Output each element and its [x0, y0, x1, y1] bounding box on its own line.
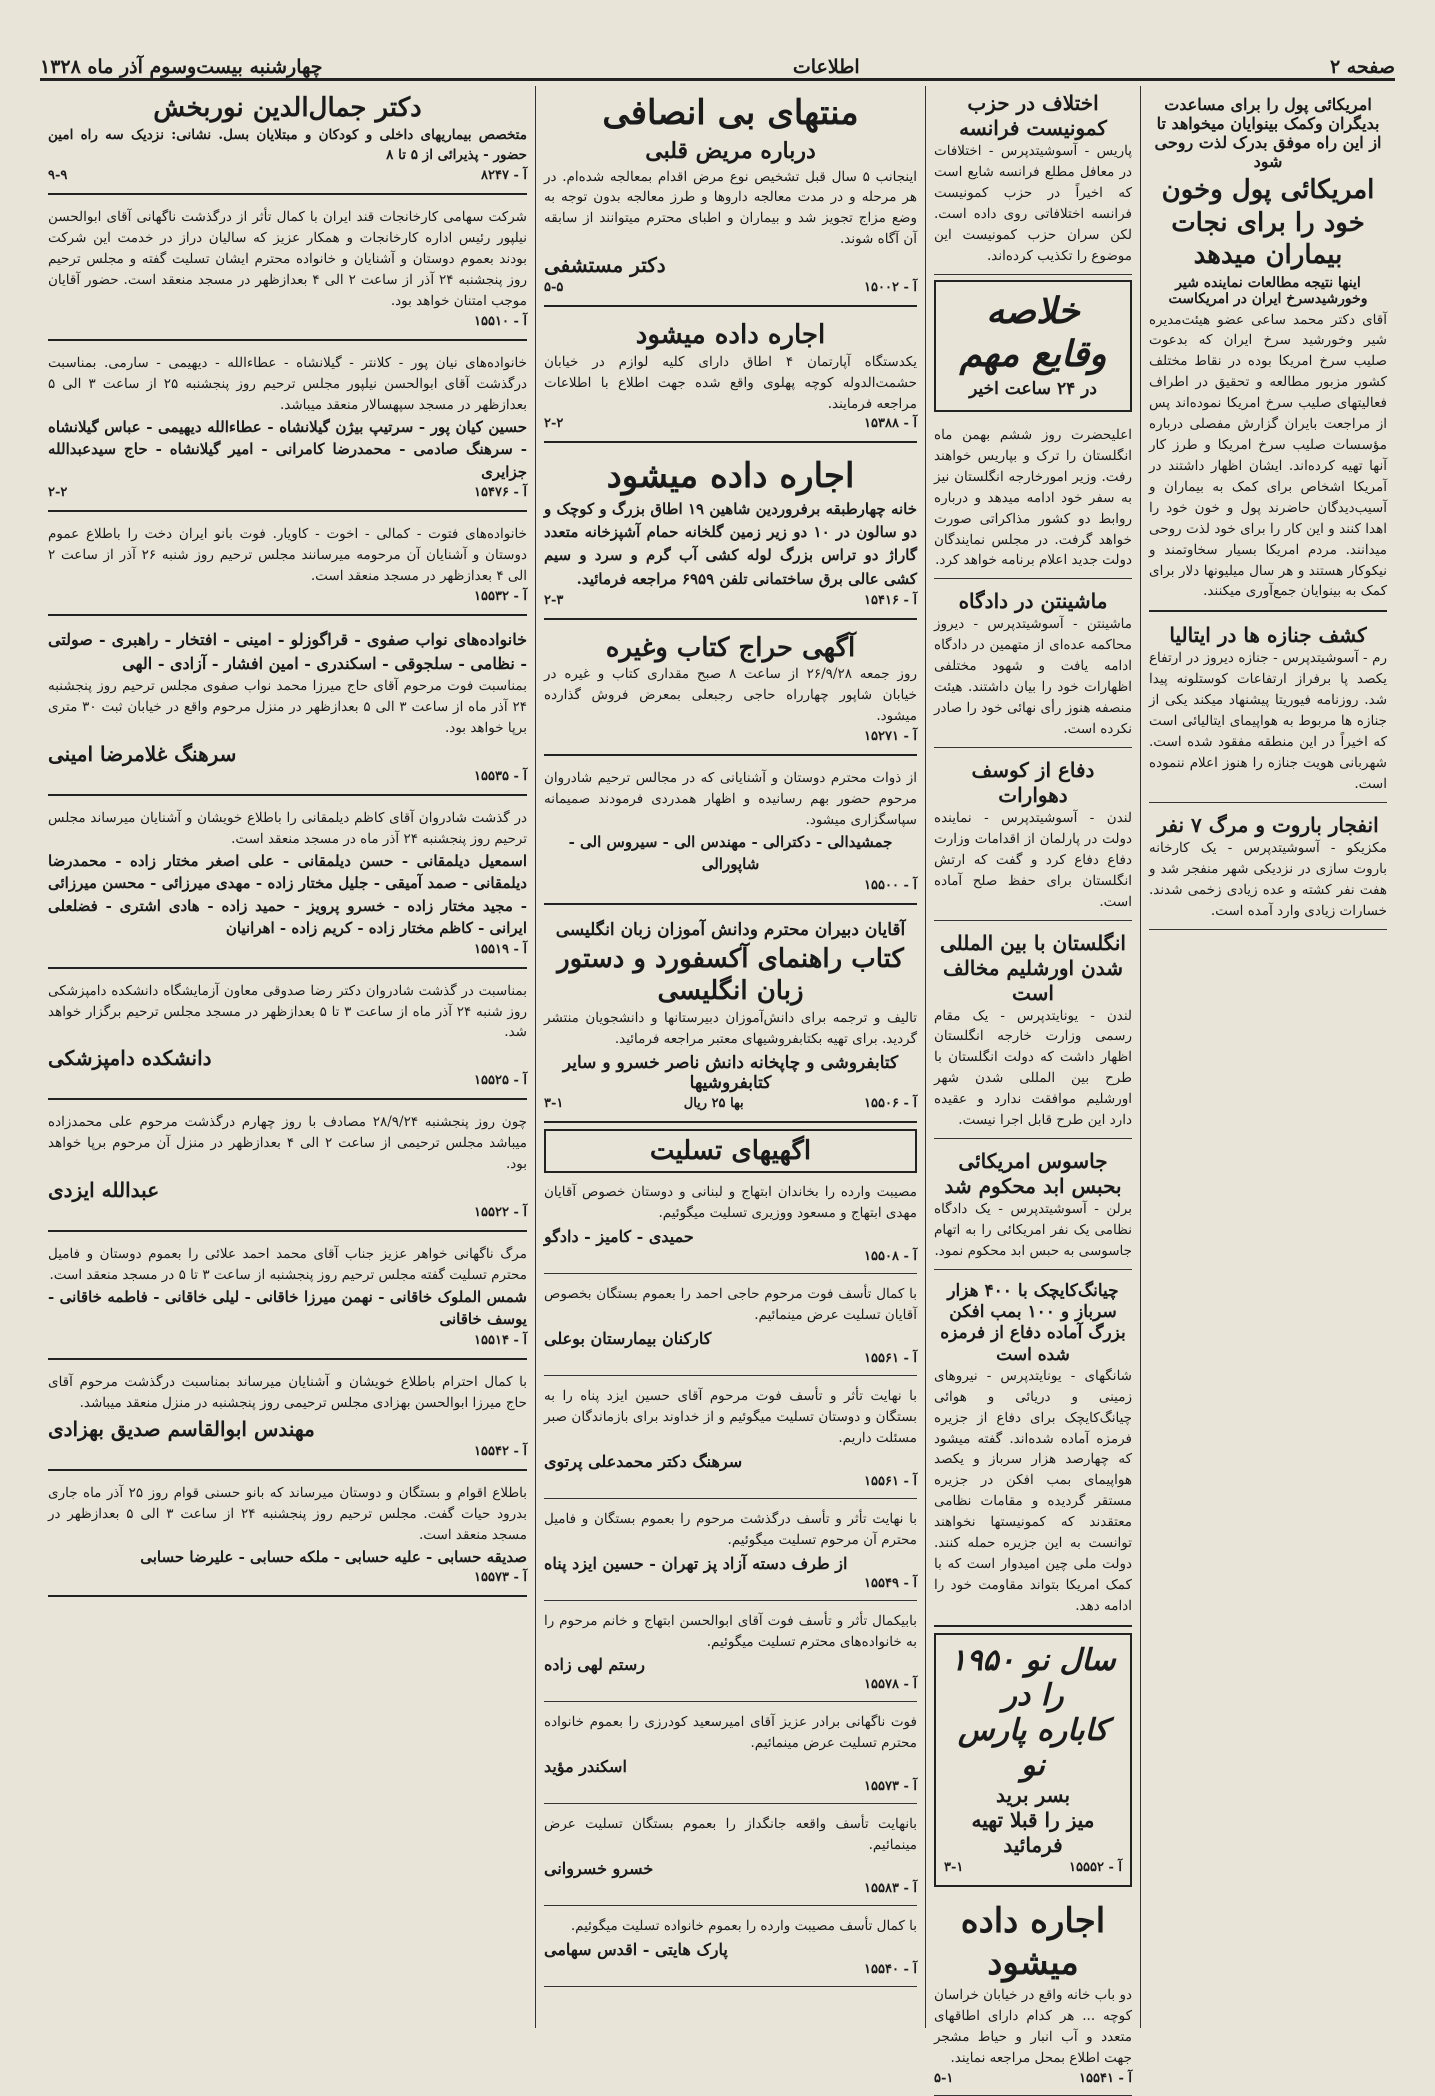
- column-2: [925, 86, 1140, 2086]
- notice-2-run: ۲-۲: [48, 485, 68, 501]
- notice-6-code: آ - ۱۵۵۲۵: [474, 1073, 527, 1089]
- notice-3-body: خانواده‌های فتوت - کمالی - اخوت - کاویار. فوت بانو ایران دخت را باطلاع عموم دوستان و آشنایان آن مرحومه میرسانند مجلس ترحیم روز شنبه ۲۶ آذر از ساعت ۲ الی ۴ بعدازظهر در مسجد منعقد است.: [48, 526, 528, 585]
- notice-5-body: در گذشت شادروان آقای کاظم دیلمقانی را باطلاع خویشان و آشنایان میرساند مجلس ترحیم روز پنجشنبه ۲۴ آذر ماه در مسجد منعقد است.: [48, 809, 527, 847]
- notice-8-code-row: [48, 1333, 527, 1348]
- notice-9-code: آ - ۱۵۵۴۲: [474, 1443, 527, 1459]
- condolence-text: با نهایت تأثر و تأسف درگذشت مرحوم را بعموم بستگان و فامیل محترم آن مرحوم تسلیت میگوئیم.: [544, 1510, 917, 1548]
- notice-7-signature: عبدالله ایزدی: [48, 1178, 160, 1203]
- newspaper-name: اطلاعات: [792, 56, 860, 78]
- summary-body: اعلیحضرت روز ششم بهمن ماه انگلستان را ترک و بپاریس خواهند رفت. وزیر امورخارجه انگلستان نیز به سفر خود ادامه میدهد و درباره روابط دو کشور مذاکراتی صورت خواهد گرفت. در مجلس نمایندگان دولت جدید اعلام برنامه خواهد کرد.: [934, 420, 1132, 579]
- condolence-text: بابیکمال تأثر و تأسف فوت آقای ابوالحسن ابتهاج و خانم مرحوم را به خانواده‌های محترم تسلیت میگوئیم.: [544, 1612, 917, 1650]
- notice-6-code-row: [48, 1073, 527, 1088]
- england-title: انگلستان با بین المللی شدن اورشلیم مخالف است: [940, 930, 1126, 1005]
- unfair-subtitle: درباره مریض قلبی: [645, 137, 816, 164]
- notice-1-code: آ - ۱۵۵۱۰: [474, 313, 527, 329]
- notice-4-signature: سرهنگ غلامرضا امینی: [48, 741, 237, 766]
- book-publisher: کتابفروشی و چاپخانه دانش ناصر خسرو و سایر کتابفروشیها: [562, 1052, 899, 1093]
- summary-subtitle: در ۲۴ ساعت اخیر: [969, 378, 1097, 399]
- notice-7-body: چون روز پنجشنبه ۲۸/۹/۲۴ مصادف با روز چهارم درگذشت مرحوم علی محمدزاده میباشد مجلس ترحیمی از ساعت ۲ الی ۴ بعدازظهر در منزل آن مرحوم برپا خواهد بود.: [48, 1114, 528, 1173]
- thanks-code: آ - ۱۵۵۰۰: [864, 877, 917, 893]
- chiang-body: شانگهای - یونایتدپرس - نیروهای زمینی و دریائی و هوائی چیانگ‌کایچک برای دفاع از جزیره فرمزه آماده شده‌اند. گفته میشود که چهارصد هزار سرباز و یکصد هواپیمای بمب افکن در جزیره مستقر گردیده و مقامات نظامی معتقدند که کمونیستها نخواهند توانست به این جزیره حمله کنند. دولت ملی چین امیدوار است که با کمک امریکا بتواند مقاومت خود را ادامه دهد.: [934, 1367, 1132, 1614]
- spy-title: جاسوس امریکائی بحبس ابد محکوم شد: [944, 1149, 1122, 1199]
- condolence-title: اگهیهای تسلیت: [649, 1135, 812, 1166]
- rent1-code-row: [544, 416, 917, 431]
- rent-ad-bottom: [934, 1895, 1132, 2096]
- thanks-code-row: [544, 878, 917, 893]
- cabaret-run: ۳-۱: [944, 1859, 964, 1875]
- chiang-article: [934, 1275, 1132, 1627]
- condolence-code: آ - ۱۵۵۷۳: [864, 1779, 917, 1795]
- condolence-code: آ - ۱۵۵۴۹: [864, 1575, 917, 1591]
- book-code: آ - ۱۵۵۰۶: [864, 1095, 917, 1111]
- condolence-text: فوت ناگهانی برادر عزیز آقای امیرسعید کودرزی را بعموم خانواده محترم تسلیت عرض مینمائیم.: [544, 1714, 917, 1752]
- thanks-signature: جمشیدالی - دکترالی - مهندس الی - سیروس الی - شاپورالی: [568, 832, 893, 874]
- auction-code: آ - ۱۵۲۷۱: [864, 729, 917, 745]
- notice-2-code-row: [48, 485, 527, 500]
- rent1-run: ۲-۲: [544, 416, 564, 432]
- condolence-code: آ - ۱۵۵۰۸: [864, 1249, 917, 1265]
- condolence-code-row: [544, 1249, 917, 1264]
- notice-10: [48, 1477, 527, 1597]
- condolence-item: [544, 1177, 917, 1274]
- book-run: ۳-۱: [544, 1095, 564, 1111]
- rent-bottom-body: دو باب خانه واقع در خیابان خراسان کوچه ... هر کدام دارای اطاقهای متعدد و آب انبار و حیاط مشجر جهت اطلاع بمحل مراجعه نمایند.: [934, 1986, 1132, 2066]
- notice-4-names: خانواده‌های نواب صفوی - قراگوزلو - امینی - افتخار - راهبری - صولتی - نظامی - سلجوقی - اسکندری - امین افشار - آزادی - الهی: [48, 629, 527, 673]
- unfair-title: منتهای بی انصافی: [602, 93, 859, 133]
- thanks-notice: [544, 762, 917, 905]
- cabaret-line-3: بسر برید: [995, 1782, 1071, 1807]
- condolence-code-row: [544, 1677, 917, 1692]
- notice-4-code: آ - ۱۵۵۳۵: [474, 768, 527, 784]
- condolence-item: [544, 1381, 917, 1499]
- doctor-run: ۹-۹: [48, 168, 68, 184]
- notice-10-code: آ - ۱۵۵۷۳: [474, 1570, 527, 1586]
- auction-ad: [544, 626, 917, 756]
- auction-code-row: [544, 729, 917, 744]
- notice-10-code-row: [48, 1570, 527, 1585]
- notice-3: [48, 518, 527, 616]
- court-article: [934, 584, 1132, 748]
- defense-title: دفاع از کوسف دهوارات: [971, 757, 1095, 807]
- condolence-signature: حمیدی - کامیز - دادگو: [544, 1227, 694, 1247]
- doctor-ad: [48, 86, 527, 195]
- notice-8-code: آ - ۱۵۵۱۴: [474, 1332, 527, 1348]
- notice-2-body: خانواده‌های نیان پور - کلانتر - گیلانشاه - عطاءالله - دیهیمی - سارمی. بمناسبت درگذشت آقای ابوالحسن نیلپور مجلس ترحیم روز پنجشنبه ۲۵ از ساعت ۳ الی ۵ بعدازظهر در مسجد سپهسالار منعقد میباشد.: [48, 354, 527, 413]
- lead-body: آقای دکتر محمد ساعی عضو هیئت‌مدیره شیر وخورشید سرخ ایران که بدعوت صلیب سرخ امریکا بوده در نقاط مختلف کشور مزبور مطالعه و تحقیق در اطراف فعالیتهای صلیب سرخ امریکا نموده‌اند پس از مراجعت بایران گزارش مفصلی درباره مؤسسات صلیب سرخ امریکا و طرز کار آنها تهیه کرده‌اند. ایشان اظهار داشتند در آمریکا اشخاص برای کمک به بیماران و آسیب‌دیدگان حاضرند پول و خون خود را اهدا کنند و این کار را برای خود لذت روحی میدانند. مردم امریکا بسیار سخاوتمند و نیکوکار هستند و هر سال میلیونها دلار برای کمک به بینوایان جمع‌آوری میکنند.: [1149, 311, 1387, 600]
- book-title: کتاب راهنمای آکسفورد و دستور زبان انگلیسی: [557, 943, 904, 1007]
- rent2-title: اجاره داده میشود: [606, 456, 855, 497]
- spy-article: [934, 1144, 1132, 1270]
- condolence-item: [544, 1809, 917, 1906]
- condolence-code: آ - ۱۵۵۷۸: [864, 1677, 917, 1693]
- cabaret-ad: [934, 1633, 1132, 1887]
- notice-4-body: بمناسبت فوت مرحوم آقای حاج میرزا محمد نواب صفوی مجلس ترحیم روز پنجشنبه ۲۴ آذر ماه از ساعت ۳ الی ۵ بعدازظهر در منزل مرحوم واقع در خیابان ثبت ۳۰ متری برپا خواهد بود.: [48, 677, 527, 736]
- notice-7: [48, 1106, 527, 1232]
- court-title: ماشینتن در دادگاه: [958, 589, 1108, 614]
- rent-bottom-code-row: [934, 2071, 1132, 2086]
- book-ad: [544, 911, 917, 1123]
- rent-bottom-title: اجاره داده میشود: [960, 1900, 1106, 1984]
- notice-5-code-row: [48, 942, 527, 957]
- book-code-row: [544, 1096, 917, 1111]
- doctor-body: متخصص بیماریهای داخلی و کودکان و مبتلایان بسل. نشانی: نزدیک سه راه امین حضور - پذیرائی از ۵ تا ۸: [48, 126, 527, 164]
- book-price: بها ۲۵ ریال: [683, 1095, 744, 1111]
- notice-10-body: باطلاع اقوام و بستگان و دوستان میرساند که بانو حسنی قوام روز ۲۵ آذر ماه جاری بدرود حیات گفت. مجلس ترحیم روز پنجشنبه ۲۴ از ساعت ۳ الی ۵ بعدازظهر در مسجد منعقد است.: [48, 1484, 528, 1543]
- cabaret-code-row: [944, 1860, 1122, 1875]
- england-body: لندن - یونایتدپرس - یک مقام رسمی وزارت خارجه انگلستان اظهار داشت که دولت انگلستان با طرح بین المللی شدن شهر اورشلیم موافقت ندارد و عقیده دارد این طرح قابل اجرا نیست.: [934, 1007, 1132, 1129]
- england-article: [934, 926, 1132, 1140]
- condolence-text: با نهایت تأثر و تأسف فوت مرحوم آقای حسین ایزد پناه را به بستگان و دوستان تسلیت میگوئیم و از خداوند برای بازماندگان صبر مسئلت داریم.: [544, 1388, 917, 1446]
- auction-title: آگهی حراج کتاب وغیره: [605, 632, 856, 663]
- cabaret-line-2: کاباره پارس نو: [957, 1712, 1109, 1783]
- condolence-signature: اسکندر مؤید: [544, 1757, 627, 1777]
- lead-title: امریکائی پول وخون خود را برای نجات بیماران میدهد: [1161, 175, 1375, 270]
- condolence-code: آ - ۱۵۵۸۳: [864, 1881, 917, 1897]
- notice-9-body: با کمال احترام باطلاع خویشان و آشنایان میرساند بمناسبت درگذشت مرحوم آقای حاج میرزا ابوالحسن بهزادی مجلس ترحیمی روز پنجشنبه در منزل منعقد میباشد.: [48, 1373, 527, 1411]
- notice-8-signature: شمس الملوک خاقانی - نهمن میرزا خاقانی - لیلی خاقانی - فاطمه خاقانی - یوسف خاقانی: [48, 1287, 527, 1329]
- notice-9-signature: مهندس ابوالقاسم صدیق بهزادی: [48, 1416, 315, 1441]
- notice-7-code-row: [48, 1205, 527, 1220]
- condolence-signature: رستم لهی زاده: [544, 1655, 646, 1675]
- condolence-item: [544, 1707, 917, 1804]
- column-3: [535, 86, 925, 2028]
- doctor-code: آ - ۸۲۴۷: [481, 168, 527, 184]
- condolence-item: [544, 1911, 917, 1987]
- explosion-article: [1149, 808, 1387, 930]
- notice-2-code: آ - ۱۵۴۷۶: [474, 485, 527, 501]
- bodies-body: رم - آسوشیتدپرس - جنازه دیروز در ارتفاع یکصد پا برفراز ارتفاعات کوستلونه پیدا شد. روزنامه فیوریتا پیشنهاد میکند یکی از جنازه ها مربوط به هواپیمای ایتالیائی است که اخیراً در این منطقه مفقود شده است. شهربانی هویت جنازه را هنوز اعلام ننموده است.: [1149, 650, 1387, 792]
- notice-2-signature: حسین کیان پور - سرتیپ بیژن گیلانشاه - عطاءالله دیهیمی - عباس گیلانشاه - سرهنگ صادمی - محمدرضا کامرانی - امیر گیلانشاه - حاج سیدعبدالله جزایری: [48, 417, 527, 481]
- condolence-code: آ - ۱۵۵۶۱: [864, 1351, 917, 1367]
- notice-9: [48, 1366, 527, 1471]
- chiang-title: چیانگ‌کایچک با ۴۰۰ هزار سرباز و ۱۰۰ بمب افکن بزرگ آماده دفاع از فرمزه شده است: [940, 1280, 1126, 1365]
- defense-article: [934, 753, 1132, 921]
- rent1-body: یکدستگاه آپارتمان ۴ اطاق دارای کلیه لوازم در خیابان حشمت‌الدوله کوچه پهلوی واقع شده جهت اطلاع با اطلاعات مراجعه فرمایند.: [544, 353, 918, 412]
- france-title: اختلاف در حزب کمونیست فرانسه: [959, 91, 1107, 140]
- notice-6-body: بمناسبت در گذشت شادروان دکتر رضا صدوقی معاون آزمایشگاه دانشکده دامپزشکی روز شنبه ۲۴ آذر ماه از ساعت ۳ تا ۵ بعدازظهر در مسجد مجلس ترحیم برگزار خواهد شد.: [48, 982, 527, 1041]
- condolence-item: [544, 1504, 917, 1601]
- summary-title: خلاصه وقایع مهم: [959, 289, 1107, 375]
- condolence-code-row: [544, 1576, 917, 1591]
- notice-6: [48, 975, 527, 1101]
- notice-8: [48, 1238, 527, 1360]
- court-body: ماشینتن - آسوشیتدپرس - دیروز محاکمه عده‌ای از متهمین در دادگاه ادامه یافت و شهود مختلفی اظهارات خود را بیان داشتند. هیئت منصفه هنوز رأی نهائی خود را صادر نکرده است.: [934, 616, 1132, 737]
- notice-6-signature: دانشکده دامپزشکی: [48, 1046, 212, 1071]
- summary-box: [934, 280, 1132, 412]
- rent1-title: اجاره داده میشود: [635, 320, 826, 351]
- doctor-code-row: [48, 168, 527, 183]
- notice-4: [48, 622, 527, 796]
- notice-1: [48, 201, 527, 341]
- condolence-code: آ - ۱۵۵۶۱: [864, 1473, 917, 1489]
- notice-1-code-row: [48, 314, 527, 329]
- page-number: صفحه ۲: [1329, 56, 1395, 78]
- condolence-code-row: [544, 1962, 917, 1977]
- condolence-item: [544, 1606, 917, 1703]
- rent2-code-row: [544, 593, 917, 608]
- notice-5: [48, 802, 527, 969]
- france-body: پاریس - آسوشیتدپرس - اختلافات در معافل مطلع فرانسه شایع است که اخیراً در حزب کمونیست فرانسه اختلافاتی روی داده است. لکن سران حزب کمونیست این موضوع را تکذیب کرده‌اند.: [934, 143, 1132, 264]
- notice-2: [48, 347, 527, 512]
- unfair-code-row: [544, 280, 917, 295]
- notice-8-body: مرگ ناگهانی خواهر عزیز جناب آقای محمد احمد علائی را بعموم دوستان و فامیل محترم تسلیت گفته مجلس ترحیم روز پنجشنبه از ساعت ۳ تا ۵ در مسجد منعقد است.: [48, 1246, 527, 1284]
- columns: [40, 86, 1395, 2086]
- condolence-code: آ - ۱۵۵۴۰: [864, 1962, 917, 1978]
- column-1: [1140, 86, 1395, 2028]
- issue-date: چهارشنبه بیست‌وسوم آذر ماه ۱۳۲۸: [40, 56, 323, 78]
- condolence-signature: سرهنگ دکتر محمدعلی پرتوی: [544, 1451, 743, 1471]
- bodies-article: [1149, 618, 1387, 802]
- condolence-code-row: [544, 1474, 917, 1489]
- explosion-title: انفجار باروت و مرگ ۷ نفر: [1157, 812, 1379, 837]
- condolence-item: [544, 1279, 917, 1376]
- column-4: [40, 86, 535, 2028]
- lead-article: [1149, 86, 1387, 612]
- notice-10-signature: صدیقه حسابی - علیه حسابی - ملکه حسابی - علیرضا حسابی: [140, 1547, 527, 1566]
- condolence-code-row: [544, 1779, 917, 1794]
- rent2-run: ۲-۳: [544, 592, 564, 608]
- condolence-text: بانهایت تأسف واقعه جانگداز را بعموم بستگان تسلیت عرض مینمائیم.: [544, 1816, 917, 1854]
- doctor-title: دکتر جمال‌الدین نوربخش: [153, 93, 422, 123]
- condolence-list: [544, 1177, 917, 1987]
- lead-kicker: امریکائی پول را برای مساعدت بدیگران وکمک بینوایان میخواهد تا از این راه موفق بدرک لذت روحی شود: [1154, 95, 1382, 171]
- book-kicker: آقایان دبیران محترم ودانش آموزان زبان انگلیسی: [555, 919, 906, 940]
- notice-7-code: آ - ۱۵۵۲۲: [474, 1205, 527, 1221]
- thanks-body: از ذوات محترم دوستان و آشنایانی که در مجالس ترحیم شادروان مرحوم حضور بهم رسانیده و اظهار همدردی فرمودند صمیمانه سپاسگزاری میشود.: [544, 770, 917, 829]
- notice-4-code-row: [48, 769, 527, 784]
- lead-subtitle: اینها نتیجه مطالعات نماینده شیر وخورشیدسرخ ایران در امریکاست: [1168, 274, 1368, 307]
- condolence-text: با کمال تأسف فوت مرحوم حاجی احمد را بعموم بستگان بخصوص آقایان تسلیت عرض مینمائیم.: [544, 1286, 917, 1324]
- cabaret-code: آ - ۱۵۵۵۲: [1069, 1859, 1122, 1875]
- notice-9-code-row: [48, 1444, 527, 1459]
- condolence-text: مصیبت وارده را بخاندان ابتهاج و لبنانی و دوستان خصوص آقایان مهدی ابتهاج و مسعود ووزیری تسلیت میگوئیم.: [544, 1184, 917, 1222]
- unfair-signature: دکتر مستشفی: [544, 253, 666, 278]
- unfair-ad: [544, 86, 917, 307]
- cabaret-line-4: میز را قبلا تهیه فرمائید: [971, 1807, 1095, 1857]
- rent1-code: آ - ۱۵۳۸۸: [864, 416, 917, 432]
- condolence-signature: پارک هایتی - اقدس سهامی: [544, 1940, 728, 1960]
- explosion-body: مکزیکو - آسوشیتدپرس - یک کارخانه باروت سازی در نزدیکی شهر منفجر شد و هفت نفر کشته و عده زیادی زخمی شدند. خسارات زیادی وارد آمده است.: [1149, 839, 1387, 919]
- unfair-body: اینجانب ۵ سال قبل تشخیص نوع مرض اقدام بمعالجه شده‌ام. در هر مرحله و در مدت معالجه داروها و طرز معالجه بدون توجه به وضع مزاج تجویز شد و بیماران و اطبای محترم میتوانند از سابقه آن آگاه شوند.: [544, 168, 918, 248]
- notice-5-signature: اسمعیل دیلمقانی - حسن دیلمقانی - علی اصغر مختار زاده - محمدرضا دیلمقانی - صمد آمیقی - جلیل مختار زاده - مهدی میرزائی - محسن میرزائی - مجید مختار زاده - خسرو پرویز - حمید زاده - هادی اشتری - فضلعلی ایرانی - کاظم مختار زاده - کریم زاده - اهرانیان: [48, 851, 527, 938]
- rent-bottom-run: ۵-۱: [934, 2070, 954, 2086]
- notice-5-code: آ - ۱۵۵۱۹: [474, 941, 527, 957]
- france-article: [934, 86, 1132, 275]
- condolence-code-row: [544, 1881, 917, 1896]
- condolence-header: [544, 1129, 917, 1174]
- rent-bottom-code: آ - ۱۵۵۴۱: [1079, 2070, 1132, 2086]
- rent-ad-1: [544, 313, 917, 443]
- cabaret-line-1: سال نو ۱۹۵۰ را در: [950, 1642, 1116, 1713]
- condolence-text: با کمال تأسف مصیبت وارده را بعموم خانواده تسلیت میگوئیم.: [570, 1918, 917, 1935]
- unfair-code: آ - ۱۵۰۰۲: [864, 280, 917, 296]
- spy-body: برلن - آسوشیتدپرس - یک دادگاه نظامی یک نفر امریکائی را به اتهام جاسوسی به حبس ابد محکوم نمود.: [934, 1201, 1132, 1259]
- condolence-signature: کارکنان بیمارستان بوعلی: [544, 1329, 712, 1349]
- book-body: تالیف و ترجمه برای دانش‌آموزان دبیرستانها و دانشجویان منتشر گردید. برای تهیه بکتابفروشیهای معتبر مراجعه فرمائید.: [544, 1009, 917, 1047]
- rent2-body: خانه چهارطبقه برفروردین شاهین ۱۹ اطاق بزرگ و کوچک و دو سالون در ۱۰ دو زیر زمین گلخانه حمام آشپزخانه متعدد گاراژ دو تراس بزرگ لوله کشی آب گرم و سرد و سیم کشی عالی برق ساختمانی تلفن ۶۹۵۹ مراجعه فرمائید.: [544, 499, 918, 588]
- bodies-title: کشف جنازه ها در ایتالیا: [1169, 623, 1367, 648]
- page-header: [40, 48, 1395, 81]
- rent-ad-2: [544, 449, 917, 620]
- defense-body: لندن - آسوشیتدپرس - نماینده دولت در پارلمان از اقدامات وزارت دفاع دفاع کرد و گفت که ارتش انگلستان برای حفظ صلح آماده است.: [934, 809, 1132, 910]
- condolence-signature: از طرف دسته آزاد پز تهران - حسین ایزد پناه: [544, 1553, 848, 1573]
- rent2-code: آ - ۱۵۴۱۶: [864, 592, 917, 608]
- condolence-code-row: [544, 1351, 917, 1366]
- auction-body: روز جمعه ۲۶/۹/۲۸ از ساعت ۸ صبح مقداری کتاب و غیره در خیابان شاپور چهارراه حاجی رجبعلی بمعرض فروش گذارده میشود.: [544, 666, 917, 725]
- notice-3-code: آ - ۱۵۵۳۲: [474, 588, 527, 604]
- notice-1-body: شرکت سهامی کارخانجات قند ایران با کمال تأثر از درگذشت ناگهانی آقای ابوالحسن نیلپور رئیس اداره کارخانجات و همکار عزیز که سالیان دراز در خدمت این شرکت بودند بعموم دوستان و آشنایان و خانواده محترم ایشان تسلیت گفته و مجلس ترحیم روز پنجشنبه ۲۴ آذر از ساعت ۲ الی ۴ بعدازظهر در مسجد منعقد است. حضور آقایان موجب امتنان خواهد بود.: [48, 209, 527, 310]
- notice-3-code-row: [48, 589, 527, 604]
- unfair-run: ۵-۵: [544, 280, 564, 296]
- condolence-signature: خسرو خسروانی: [544, 1859, 654, 1879]
